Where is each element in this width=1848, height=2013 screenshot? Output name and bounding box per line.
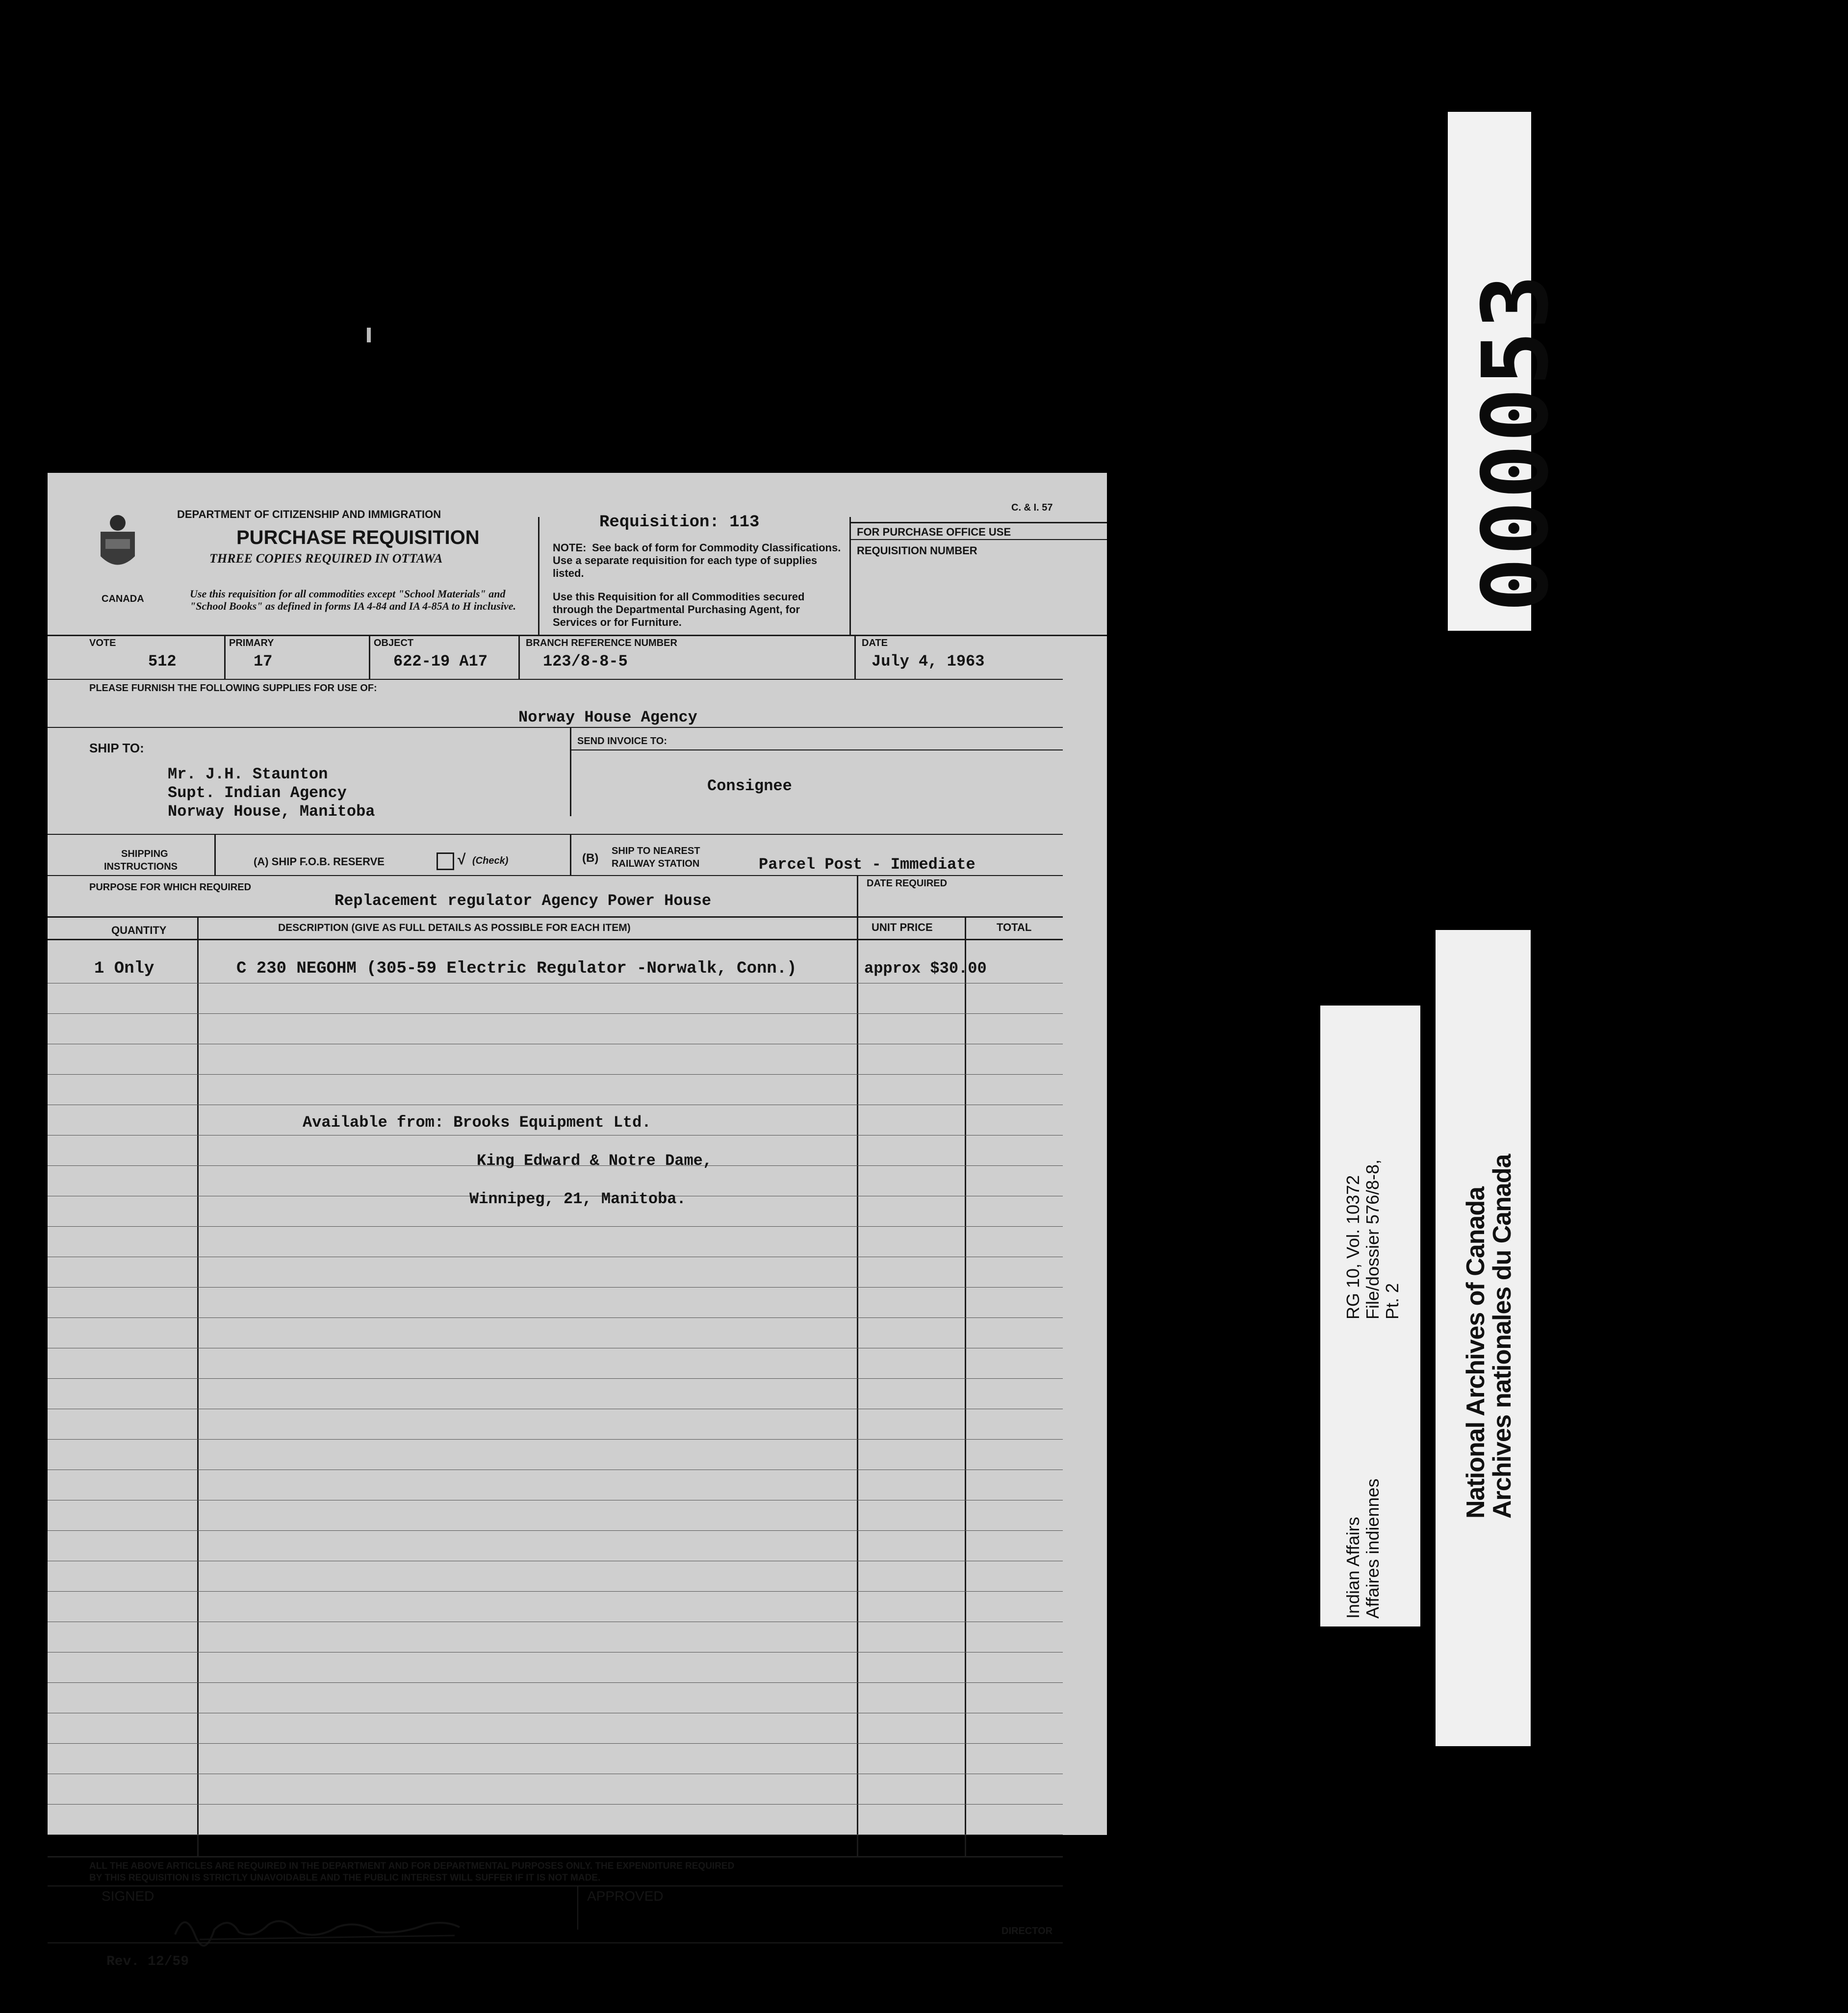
check-label: (Check) xyxy=(472,855,509,866)
archive-reference-tag xyxy=(1320,1006,1420,1626)
revision-label: Rev. 12/59 xyxy=(106,1954,189,1969)
page-title: PURCHASE REQUISITION xyxy=(236,527,480,548)
quantity-header: QUANTITY xyxy=(111,924,167,936)
scope-note: Use this requisition for all commodities except "School Materials" and "School Books" as defined in forms IA 4-84 and IA 4-85A to H inclusive. xyxy=(190,588,516,612)
item-quantity: 1 Only xyxy=(94,959,154,978)
vote-label: VOTE xyxy=(89,638,116,648)
canada-coat-of-arms xyxy=(91,512,145,576)
vote-value: 512 xyxy=(148,652,177,671)
primary-value: 17 xyxy=(254,652,273,671)
table-row-rule xyxy=(48,1682,1063,1683)
object-label: OBJECT xyxy=(374,638,414,648)
table-row-rule xyxy=(48,1226,1063,1227)
archive-ref-3: Pt. 2 xyxy=(1382,1283,1402,1319)
object-value: 622-19 A17 xyxy=(393,652,488,671)
description-header: DESCRIPTION (GIVE AS FULL DETAILS AS POSSIBLE FOR EACH ITEM) xyxy=(278,922,631,933)
purchase-office-label: FOR PURCHASE OFFICE USE xyxy=(857,526,1011,538)
archive-name-tag xyxy=(1436,930,1531,1746)
unit-price-header: UNIT PRICE xyxy=(872,921,933,933)
ship-to-line-2: Supt. Indian Agency xyxy=(168,784,347,802)
archive-ref-1: RG 10, Vol. 10372 xyxy=(1343,1175,1363,1319)
archive-name-line-2: Archives nationales du Canada xyxy=(1488,1154,1516,1519)
table-row-rule xyxy=(48,1439,1063,1440)
item-description: C 230 NEGOHM (305-59 Electric Regulator -Norwalk, Conn.) xyxy=(236,959,797,978)
signed-label: SIGNED xyxy=(102,1888,154,1904)
requisition-form xyxy=(48,473,1107,1969)
ship-to-line-1: Mr. J.H. Staunton xyxy=(168,765,328,783)
table-row-rule xyxy=(48,1317,1063,1318)
table-row-rule xyxy=(48,1378,1063,1379)
purpose-value: Replacement regulator Agency Power House xyxy=(334,892,712,910)
ship-fob-label: (A) SHIP F.O.B. RESERVE xyxy=(254,855,385,868)
archive-ref-2: File/dossier 576/8-8, xyxy=(1362,1159,1383,1319)
archive-line-1: Indian Affairs xyxy=(1343,1517,1363,1619)
available-line-3: Winnipeg, 21, Manitoba. xyxy=(469,1190,686,1208)
branch-reference-value: 123/8-8-5 xyxy=(543,652,628,671)
declaration-line-2: BY THIS REQUISITION IS STRICTLY UNAVOIDABLE AND THE PUBLIC INTEREST WILL SUFFER IF IT IS NOT MADE. xyxy=(89,1873,601,1883)
table-row-rule xyxy=(48,1530,1063,1531)
frame-number: 000053 xyxy=(1463,272,1568,612)
branch-reference-label: BRANCH REFERENCE NUMBER xyxy=(526,638,677,648)
note-text: See back of form for Commodity Classifications. Use a separate requisition for each type of supplies listed. xyxy=(553,542,841,579)
table-row-rule xyxy=(48,1135,1063,1136)
note-label: NOTE: xyxy=(553,542,587,554)
table-row-rule xyxy=(48,1743,1063,1744)
approved-label: APPROVED xyxy=(587,1888,664,1904)
send-invoice-value: Consignee xyxy=(707,777,792,795)
purpose-label: PURPOSE FOR WHICH REQUIRED xyxy=(89,882,252,893)
date-value: July 4, 1963 xyxy=(872,652,985,671)
total-header: TOTAL xyxy=(997,921,1032,933)
primary-label: PRIMARY xyxy=(229,638,274,648)
requisition-number-typed: Requisition: 113 xyxy=(599,513,760,532)
table-row-rule xyxy=(48,1074,1063,1075)
ship-station-label-1: SHIP TO NEAREST xyxy=(612,846,700,856)
form-subtitle: THREE COPIES REQUIRED IN OTTAWA xyxy=(209,551,443,566)
use-text: Use this Requisition for all Commodities secured through the Departmental Purchasing Agent, for Services or for Furniture. xyxy=(553,591,805,628)
table-row-rule xyxy=(48,1591,1063,1592)
table-row-rule xyxy=(48,1287,1063,1288)
requisition-number-label: REQUISITION NUMBER xyxy=(857,544,977,557)
form-code: C. & I. 57 xyxy=(1011,502,1053,513)
ship-to-line-3: Norway House, Manitoba xyxy=(168,802,375,821)
frame-number-strip xyxy=(1448,112,1568,631)
table-row-rule xyxy=(48,1804,1063,1805)
date-required-label: DATE REQUIRED xyxy=(867,878,948,889)
table-row-rule xyxy=(48,1834,1063,1835)
signature xyxy=(170,1905,464,1952)
check-mark: √ xyxy=(458,852,466,868)
ship-station-value: Parcel Post - Immediate xyxy=(759,855,975,874)
ship-station-label-2: RAILWAY STATION xyxy=(612,858,700,869)
department-label: DEPARTMENT OF CITIZENSHIP AND IMMIGRATION xyxy=(177,508,441,520)
send-invoice-label: SEND INVOICE TO: xyxy=(577,736,667,747)
date-label: DATE xyxy=(862,638,888,648)
furnish-label: PLEASE FURNISH THE FOLLOWING SUPPLIES FOR USE OF: xyxy=(89,683,377,694)
available-line-2: King Edward & Notre Dame, xyxy=(477,1152,713,1170)
film-speck xyxy=(367,328,371,342)
available-line-1: Available from: Brooks Equipment Ltd. xyxy=(303,1113,651,1132)
archive-line-2: Affaires indiennes xyxy=(1362,1478,1383,1619)
fob-checkbox[interactable] xyxy=(436,852,454,870)
ship-b-label: (B) xyxy=(582,852,599,865)
furnish-value: Norway House Agency xyxy=(518,708,697,726)
shipping-label: SHIPPING xyxy=(121,849,168,859)
instructions-label: INSTRUCTIONS xyxy=(104,861,178,872)
item-unit-price: approx $30.00 xyxy=(864,959,987,978)
declaration-line-1: ALL THE ABOVE ARTICLES ARE REQUIRED IN THE DEPARTMENT AND FOR DEPARTMENTAL PURPOSES ONLY. THE EXPENDITURE REQUIRED xyxy=(89,1861,735,1871)
country-label: CANADA xyxy=(102,594,144,604)
archive-name-line-1: National Archives of Canada xyxy=(1462,1187,1490,1519)
ship-to-label: SHIP TO: xyxy=(89,741,144,755)
table-row-rule xyxy=(48,1013,1063,1014)
director-label: DIRECTOR xyxy=(1001,1926,1053,1936)
